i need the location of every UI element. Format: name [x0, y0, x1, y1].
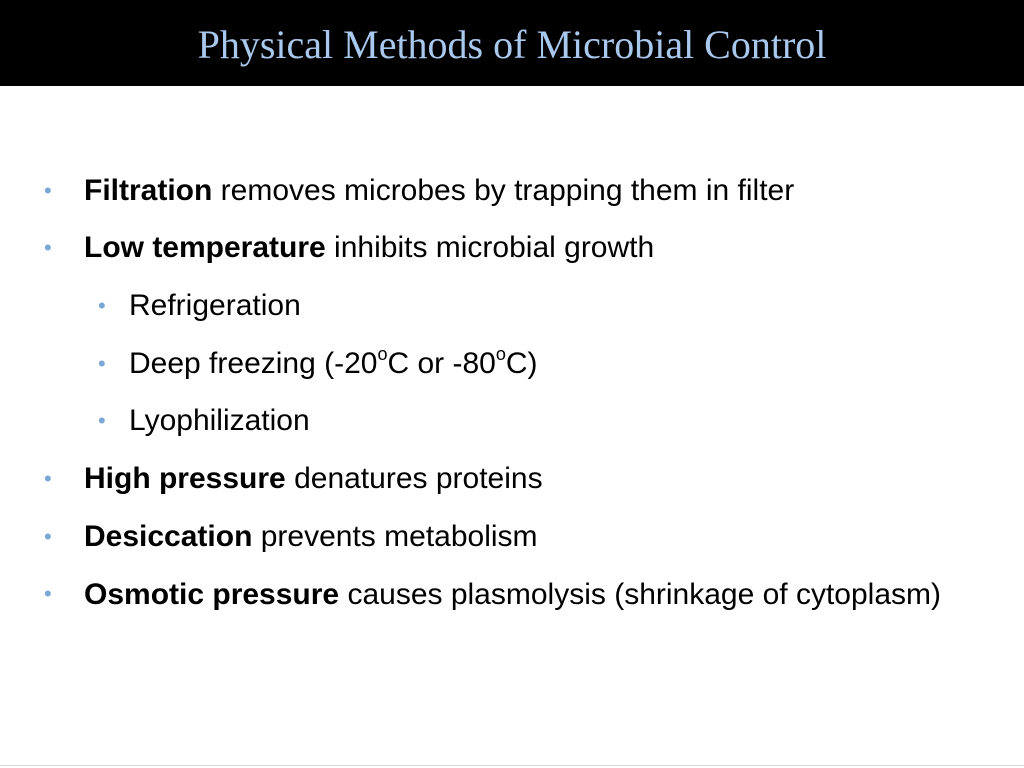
bullet-icon: • [98, 351, 106, 376]
list-item-description: denatures proteins [285, 462, 543, 495]
list-item-text [84, 462, 543, 496]
sublist-item-text [129, 344, 538, 381]
sublist-item-text: Lyophilization [129, 404, 310, 437]
bottom-divider [0, 765, 1024, 766]
bullet-icon: • [44, 524, 52, 549]
text-part: C) [505, 347, 538, 380]
list-item-description: prevents metabolism [252, 520, 538, 553]
list-item-description: causes plasmolysis (shrinkage of cytoplasm) [339, 578, 941, 611]
bullet-icon: • [44, 581, 52, 606]
degree-superscript: o [377, 344, 388, 364]
bullet-icon: • [98, 293, 106, 318]
text-part: C or -80 [387, 347, 496, 380]
list-item-text [84, 174, 794, 208]
list-item-term: Osmotic pressure [84, 578, 340, 611]
list-item-text [84, 231, 654, 265]
list-item-description: inhibits microbial growth [325, 231, 655, 264]
text-part: Deep freezing (-20 [129, 347, 378, 380]
bullet-icon: • [44, 178, 52, 203]
sublist-item-text: Refrigeration [129, 289, 301, 322]
degree-superscript: o [495, 344, 506, 364]
list-item-term: High pressure [84, 462, 286, 495]
list-item-text [84, 577, 964, 613]
list-item-term: Low temperature [84, 231, 326, 264]
list-item-description: removes microbes by trapping them in filter [212, 174, 795, 207]
list-item-term: Filtration [84, 174, 213, 207]
slide-title: Physical Methods of Microbial Control [197, 22, 827, 67]
list-item-term: Desiccation [84, 520, 253, 553]
list-item-text [84, 520, 538, 554]
bullet-icon: • [44, 466, 52, 491]
bullet-icon: • [44, 235, 52, 260]
bullet-icon: • [98, 408, 106, 433]
